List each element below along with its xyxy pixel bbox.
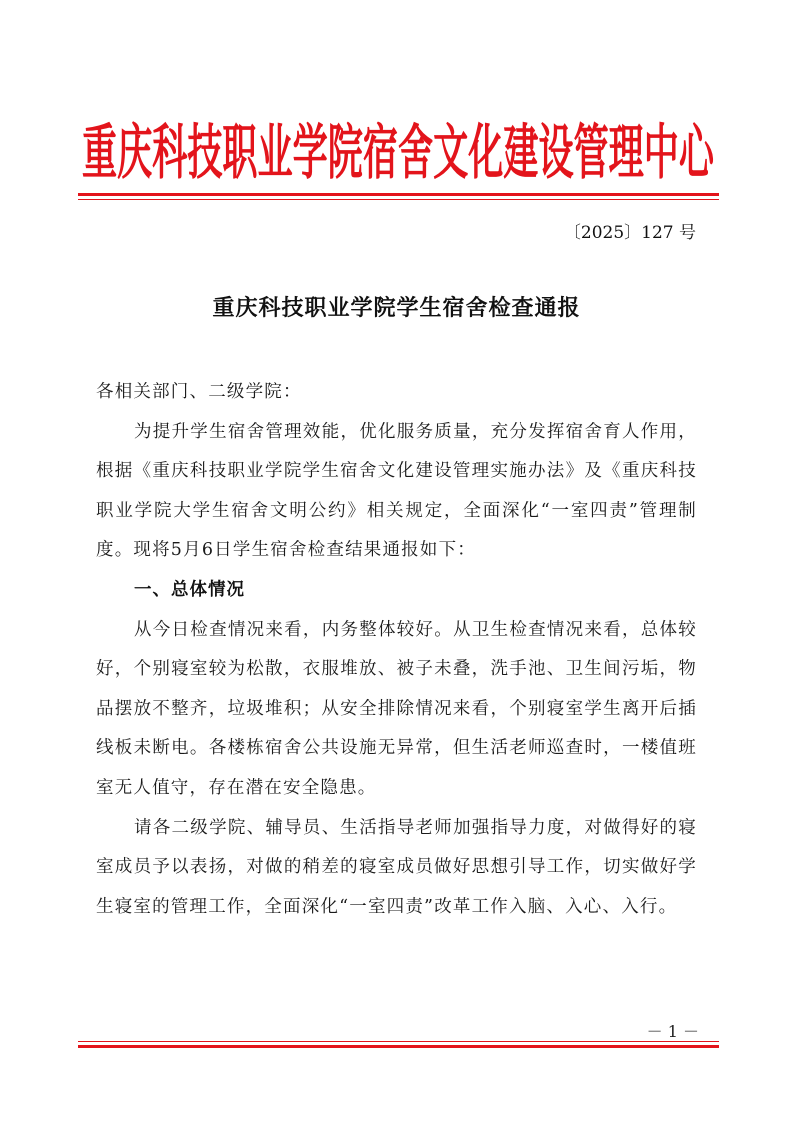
salutation: 各相关部门、二级学院： — [96, 382, 302, 402]
header-rule-thin — [78, 199, 719, 200]
organization-header — [80, 108, 716, 186]
document-body — [96, 373, 697, 927]
request-paragraph: 请各二级学院、辅导员、生活指导老师加强指导力度，对做得好的寝室成员予以表扬，对做的稍差的寝室成员做好思想引导工作，切实做好学生寝室的管理工作，全面深化“一室四责”改革工作入脑、入心、入行。 — [96, 817, 697, 917]
footer-rule-thin — [78, 1041, 719, 1042]
overview-paragraph: 从今日检查情况来看，内务整体较好。从卫生检查情况来看，总体较好，个别寝室较为松散，衣服堆放、被子未叠，洗手池、卫生间污垢，物品摆放不整齐，垃圾堆积；从安全排除情况来看，个别寝室学生离开后插线板未断电。各楼栋宿舍公共设施无异常，但生活老师巡查时，一楼值班室无人值守，存在潜在安全隐患。 — [96, 619, 697, 798]
document-number: 〔2025〕127 号 — [563, 223, 696, 243]
page-number: － 1 － — [646, 1022, 699, 1041]
section-heading-overview: 一、总体情况 — [134, 579, 245, 600]
footer-rule-thick — [78, 1045, 719, 1048]
intro-paragraph: 为提升学生宿舍管理效能，优化服务质量，充分发挥宿舍育人作用，根据《重庆科技职业学院学生宿舍文化建设管理实施办法》及《重庆科技职业学院大学生宿舍文明公约》相关规定，全面深化“一室四责”管理制度。现将5月6日学生宿舍检查结果通报如下： — [96, 421, 697, 561]
organization-name: 重庆科技职业学院宿舍文化建设管理中心 — [81, 116, 715, 186]
document-title: 重庆科技职业学院学生宿舍检查通报 — [212, 295, 581, 321]
header-rule-thick — [78, 193, 719, 196]
